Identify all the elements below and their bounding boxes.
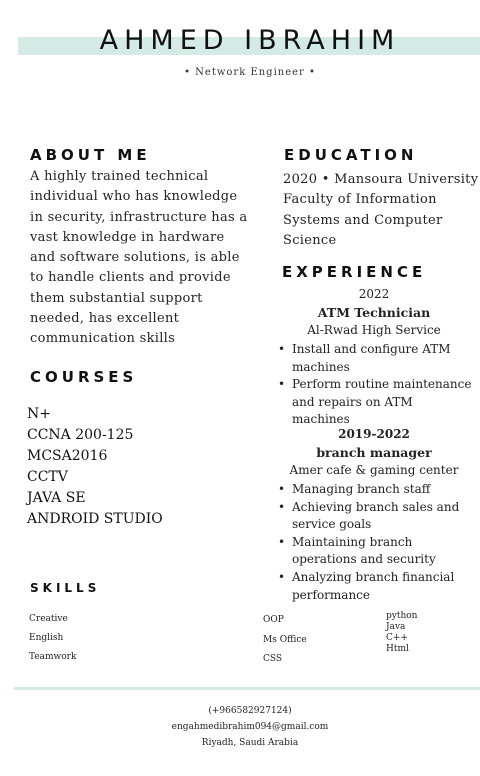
skills-heading: SKILLS: [30, 581, 101, 595]
course-item: JAVA SE: [27, 490, 86, 506]
courses-list: [27, 404, 247, 530]
skill-item: CSS: [263, 654, 283, 664]
job-title: ATM Technician: [317, 305, 431, 320]
skill-item: English: [29, 633, 64, 643]
course-item: CCTV: [27, 469, 68, 485]
skill-item: C++: [386, 633, 408, 643]
skill-item: Teamwork: [29, 652, 77, 662]
contact-phone: (+966582927124): [208, 706, 292, 716]
job-company: Amer cafe & gaming center: [289, 463, 459, 477]
course-item: MCSA2016: [27, 448, 108, 464]
skills-column-1: [29, 610, 76, 667]
job-bullet: • Maintaining branch operations and security: [276, 534, 472, 569]
job-entry: [276, 426, 472, 604]
course-item: N+: [27, 406, 51, 422]
skill-item: OOP: [263, 615, 284, 625]
candidate-name: AHMED IBRAHIM: [99, 25, 401, 56]
job-bullet: • Analyzing branch financial performance: [276, 569, 472, 604]
job-bullet: • Managing branch staff: [276, 481, 472, 499]
job-bullet: • Achieving branch sales and service goals: [276, 499, 472, 534]
about-heading: ABOUT ME: [30, 146, 151, 164]
job-entry: [276, 286, 472, 429]
job-bullets: [276, 481, 472, 604]
skill-item: Java: [386, 622, 406, 632]
job-company: Al-Rwad High Service: [307, 323, 441, 337]
contact-location: Riyadh, Saudi Arabia: [201, 738, 299, 748]
about-text: A highly trained technical individual who has knowledge in security, infrastructure has a vast knowledge in hardware and software solutions, is able to handle clients and provide them substantial support needed, has excellent communication skills: [30, 169, 248, 347]
skills-column-2: [263, 611, 307, 670]
job-title: branch manager: [316, 445, 432, 460]
experience-heading: EXPERIENCE: [282, 263, 427, 281]
skill-item: Creative: [29, 614, 68, 624]
job-date: 2022: [358, 287, 390, 301]
footer-divider: [14, 687, 480, 690]
skill-item: python: [386, 611, 418, 621]
course-item: CCNA 200-125: [27, 427, 134, 443]
skill-item: Html: [386, 644, 409, 654]
courses-heading: COURSES: [30, 368, 138, 386]
education-heading: EDUCATION: [284, 146, 418, 164]
skills-column-3: [386, 611, 417, 655]
course-item: ANDROID STUDIO: [27, 511, 163, 527]
job-bullet: • Perform routine maintenance and repairs on ATM machines: [276, 376, 472, 429]
job-date: 2019-2022: [338, 427, 410, 441]
contact-email: engahmedibrahim094@gmail.com: [171, 722, 329, 732]
skill-item: Ms Office: [263, 634, 307, 645]
education-text: 2020 • Mansoura University Faculty of Information Systems and Computer Science: [283, 172, 479, 248]
job-bullets: [276, 341, 472, 429]
job-bullet: • Install and configure ATM machines: [276, 341, 472, 376]
job-subtitle: • Network Engineer •: [184, 67, 316, 78]
